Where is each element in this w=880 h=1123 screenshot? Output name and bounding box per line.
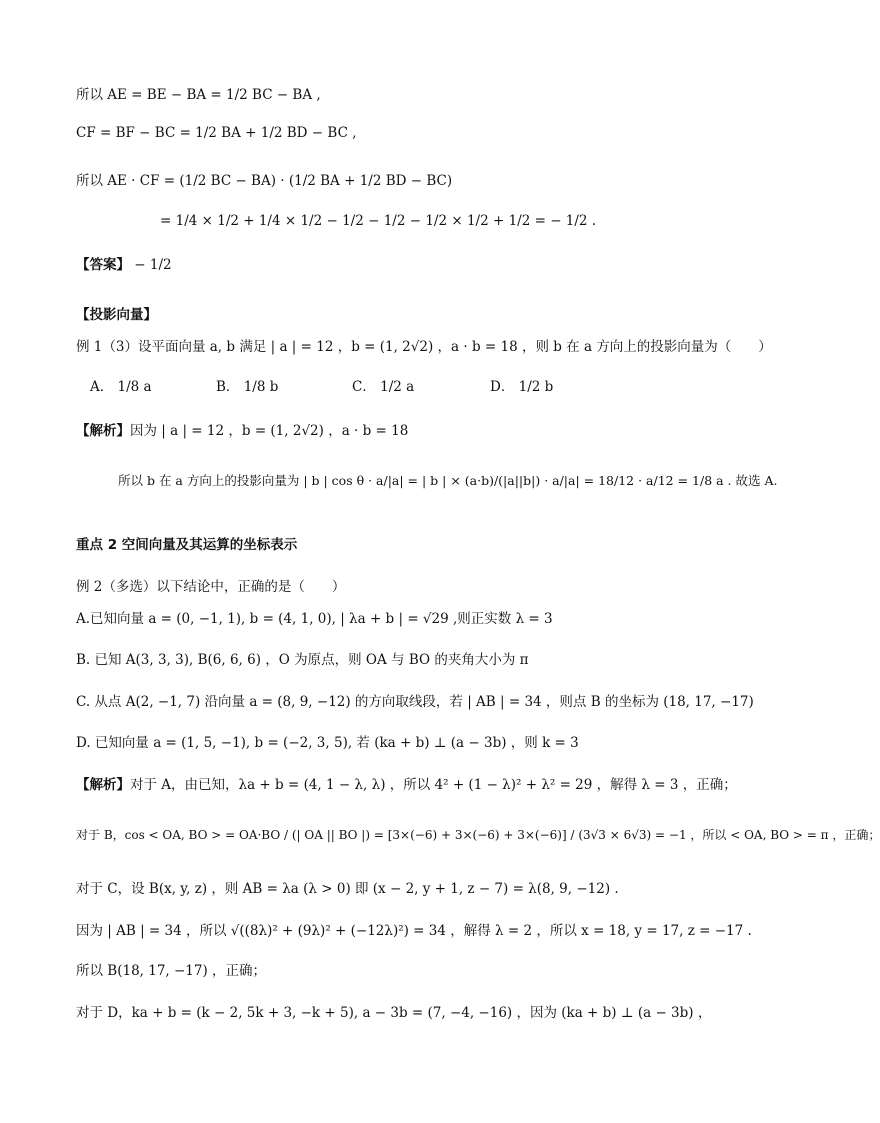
option-c: C． 1/2 a: [352, 379, 415, 395]
analysis-2-a-text: 对于 A，由已知，λa + b = (4, 1 − λ, λ) ，所以 4² + (1 − λ)² + λ² = 29 ，解得 λ = 3 ，正确；: [130, 777, 737, 793]
analysis-2-c3: 所以 B(18, 17, −17) ，正确；: [76, 963, 267, 979]
analysis-2-b: 对于 B，cos < OA, BO > = OA·BO / (| OA || BO |) = [3×(−6) + 3×(−6) + 3×(−6)] / (3√3 × 6√3) = −1 ，所以 < OA, BO > = π ，正确；: [76, 828, 880, 842]
analysis-2-c2: 因为 | AB | = 34 ，所以 √((8λ)² + (9λ)² + (−12λ)²) = 34 ，解得 λ = 2 ，所以 x = 18, y = 17, z = −17 .: [76, 923, 752, 939]
derivation-line-3: 所以 AE · CF = (1/2 BC − BA) · (1/2 BA + 1/2 BD − BC): [76, 173, 453, 189]
analysis-text: 因为 | a | = 12 ，b = (1, 2√2) ，a · b = 18: [130, 423, 409, 439]
analysis-2-label: 【解析】: [76, 777, 130, 793]
example-2-option-b: B. 已知 A(3, 3, 3), B(6, 6, 6) ，O 为原点，则 OA 与 BO 的夹角大小为 π: [76, 652, 529, 668]
analysis-2-a: [76, 776, 737, 794]
analysis-1-line-2: 所以 b 在 a 方向上的投影向量为 | b | cos θ · a/|a| = | b | × (a·b)/(|a||b|) · a/|a| = 18/12 · a/12 = 1/8 a . 故选 A.: [118, 473, 778, 488]
projection-heading: 【投影向量】: [76, 307, 157, 323]
derivation-line-1: 所以 AE = BE − BA = 1/2 BC − BA ,: [76, 87, 321, 103]
derivation-line-4: = 1/4 × 1/2 + 1/4 × 1/2 − 1/2 − 1/2 − 1/2 × 1/2 + 1/2 = − 1/2 .: [160, 213, 597, 229]
key2-heading: 重点 2 空间向量及其运算的坐标表示: [76, 537, 298, 553]
example-2-option-a: A.已知向量 a = (0, −1, 1), b = (4, 1, 0), | λa + b | = √29 ,则正实数 λ = 3: [76, 611, 553, 627]
option-b: B． 1/8 b: [216, 379, 279, 395]
example-2-option-c: C. 从点 A(2, −1, 7) 沿向量 a = (8, 9, −12) 的方向取线段，若 | AB | = 34 ，则点 B 的坐标为 (18, 17, −17): [76, 694, 754, 710]
answer-line: [76, 256, 172, 274]
example-2: 例 2（多选）以下结论中，正确的是（ ）: [76, 579, 346, 595]
example-1: 例 1（3）设平面向量 a, b 满足 | a | = 12 ，b = (1, 2√2) ，a · b = 18 ，则 b 在 a 方向上的投影向量为（ ）: [76, 339, 772, 355]
option-d: D． 1/2 b: [490, 379, 554, 395]
example-2-option-d: D. 已知向量 a = (1, 5, −1), b = (−2, 3, 5), 若 (ka + b) ⊥ (a − 3b) ，则 k = 3: [76, 735, 579, 751]
derivation-line-2: CF = BF − BC = 1/2 BA + 1/2 BD − BC ,: [76, 125, 357, 141]
analysis-2-d: 对于 D，ka + b = (k − 2, 5k + 3, −k + 5), a − 3b = (7, −4, −16) ，因为 (ka + b) ⊥ (a − 3b) ，: [76, 1005, 712, 1021]
answer-value: − 1/2: [134, 257, 172, 273]
analysis-2-c1: 对于 C，设 B(x, y, z) ，则 AB = λa (λ > 0) 即 (x − 2, y + 1, z − 7) = λ(8, 9, −12) .: [76, 881, 619, 897]
option-a: A． 1/8 a: [90, 379, 152, 395]
analysis-label: 【解析】: [76, 423, 130, 439]
analysis-1-line-1: [76, 422, 408, 440]
answer-label: 【答案】: [76, 257, 130, 273]
